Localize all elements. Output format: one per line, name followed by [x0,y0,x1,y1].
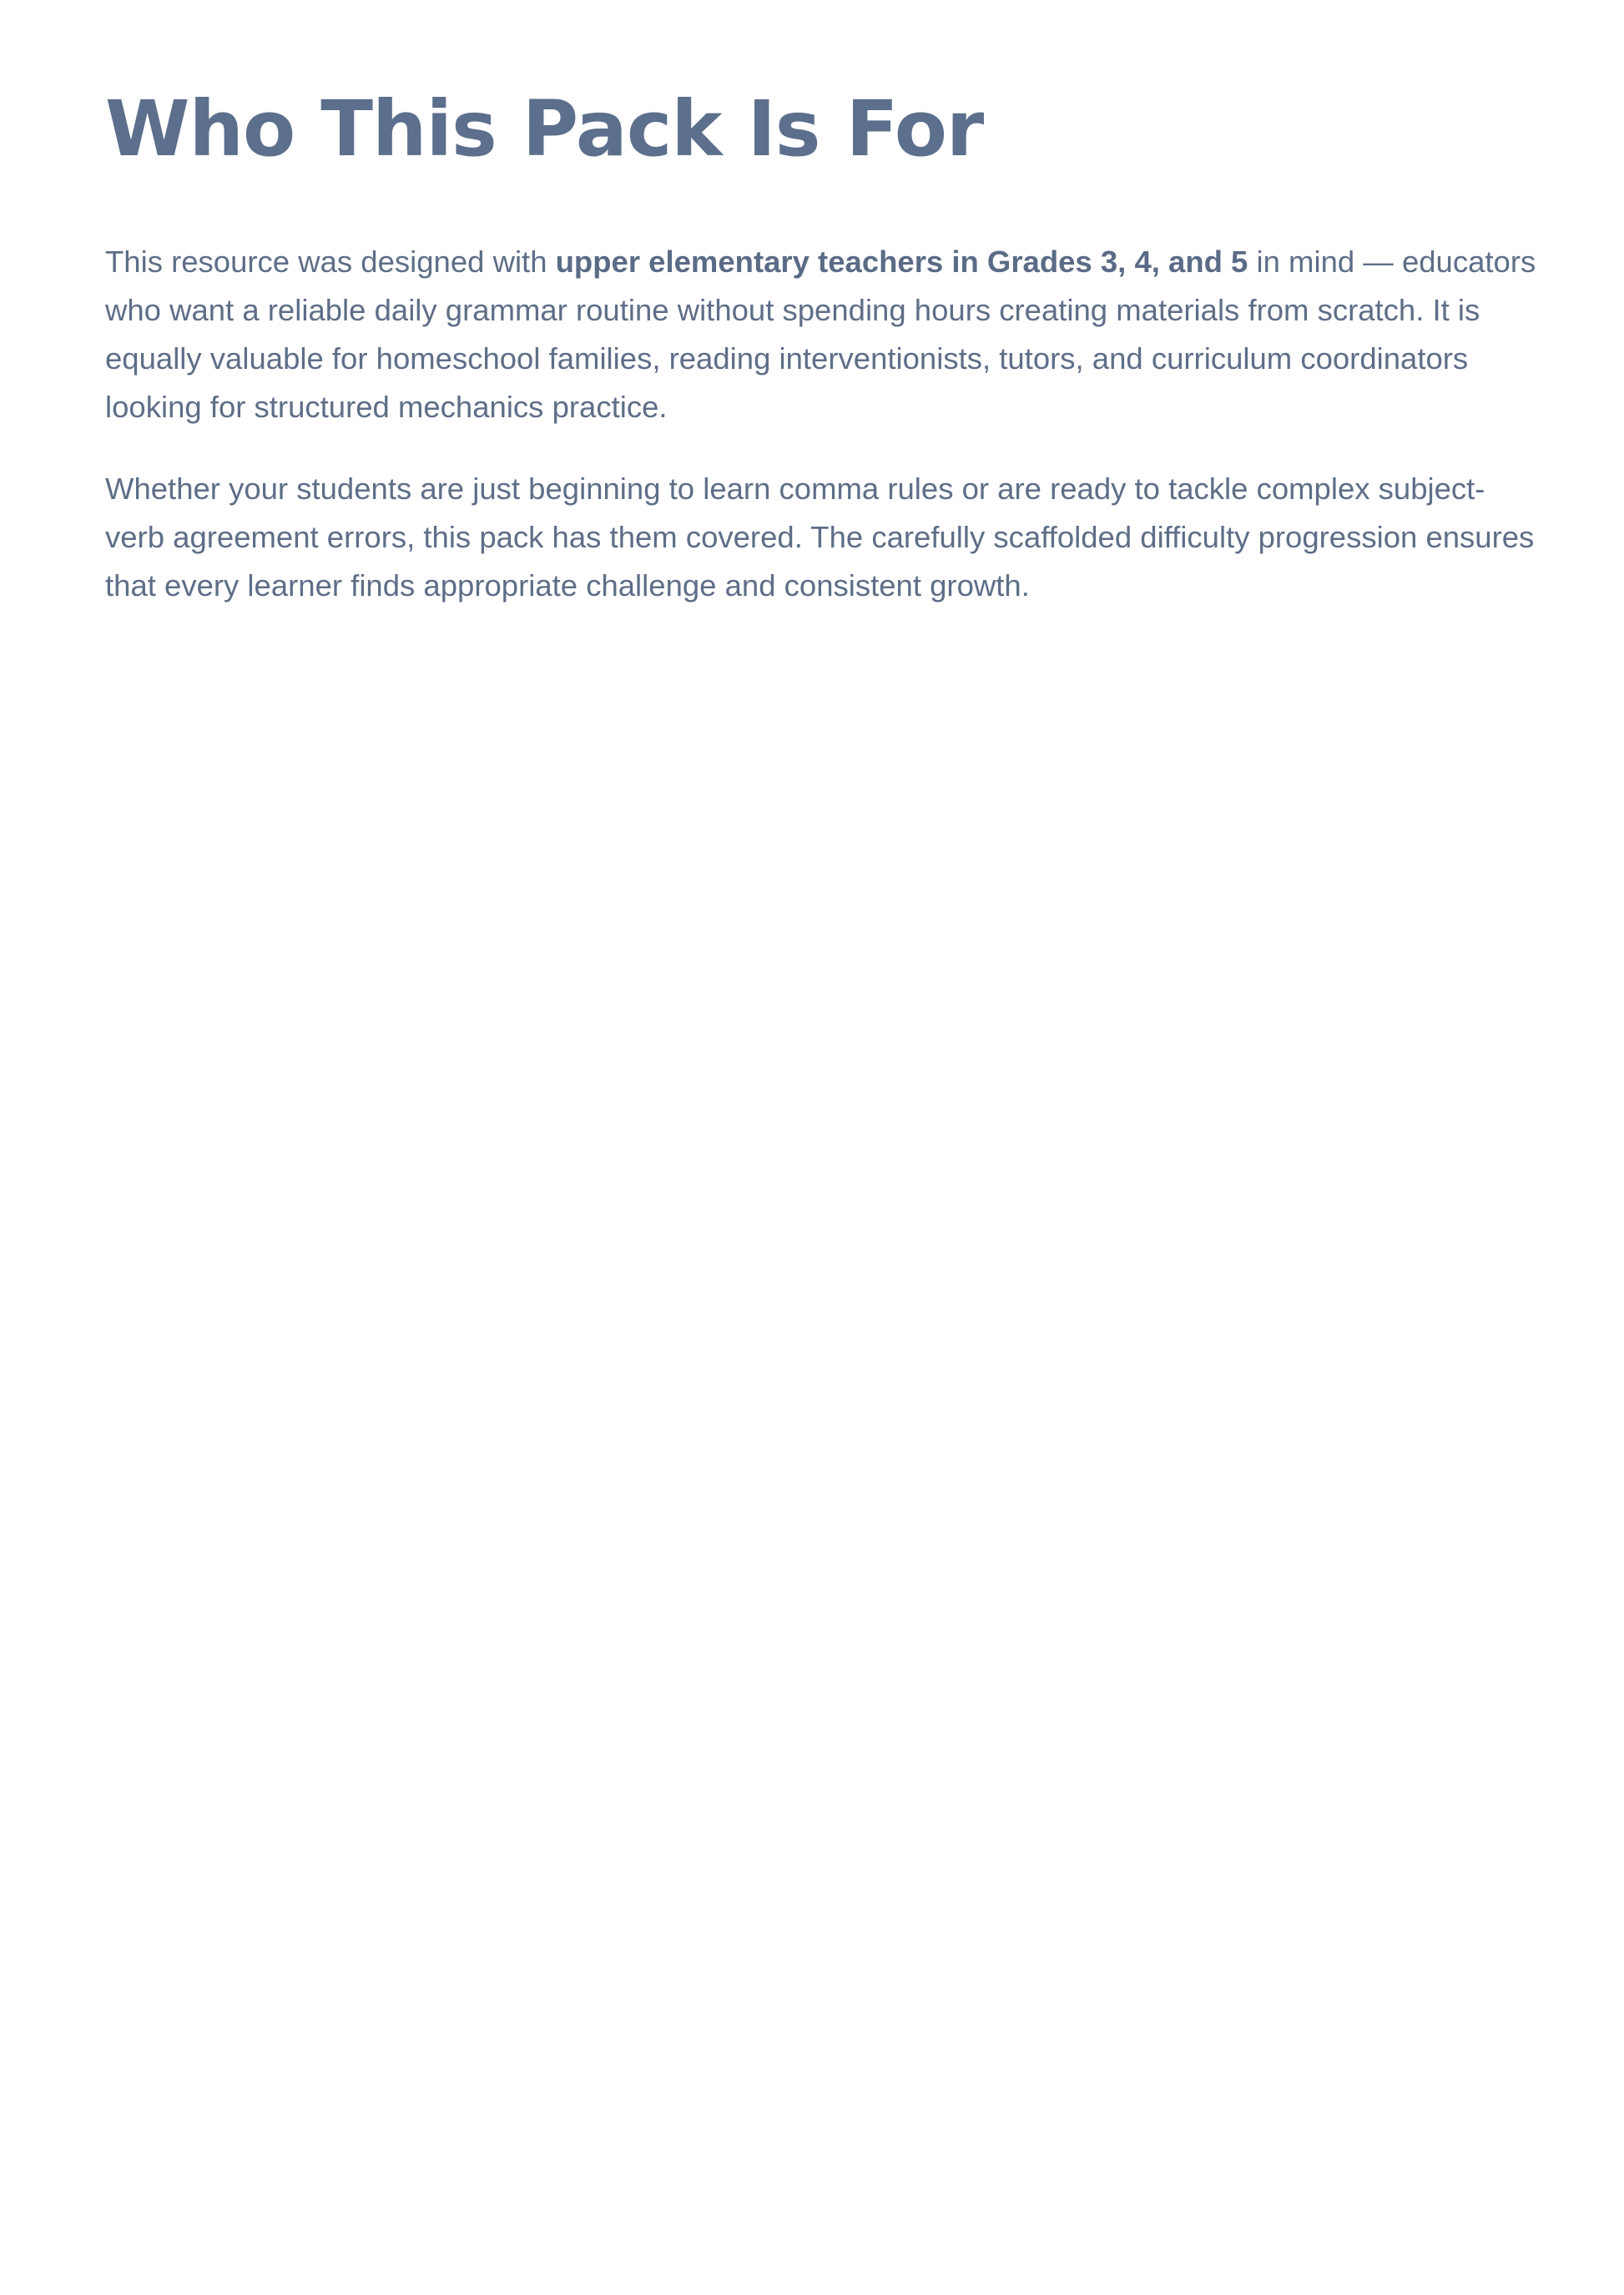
coverage-paragraph: Whether your students are just beginning to learn comma rules or are ready to tackle complex subject-verb agreement errors, this pack has them covered. The carefully scaffolded difficulty progression ensures that every learner finds appropriate challenge and consistent growth. [105,472,1535,603]
page-content [105,80,1541,610]
intro-text-start: This resource was designed with [105,245,556,279]
page-title: Who This Pack Is For [105,84,984,174]
intro-paragraph [105,238,1541,431]
intro-text-end: in mind — educators who want a reliable daily grammar routine without spending hours creating materials from scratch. It is equally valuable for homeschool families, reading interventionists, tutors, and curriculum coordinators looking for structured mechanics practice. [105,245,1536,424]
intro-bold-audience: upper elementary teachers in Grades 3, 4, and 5 [555,245,1248,279]
